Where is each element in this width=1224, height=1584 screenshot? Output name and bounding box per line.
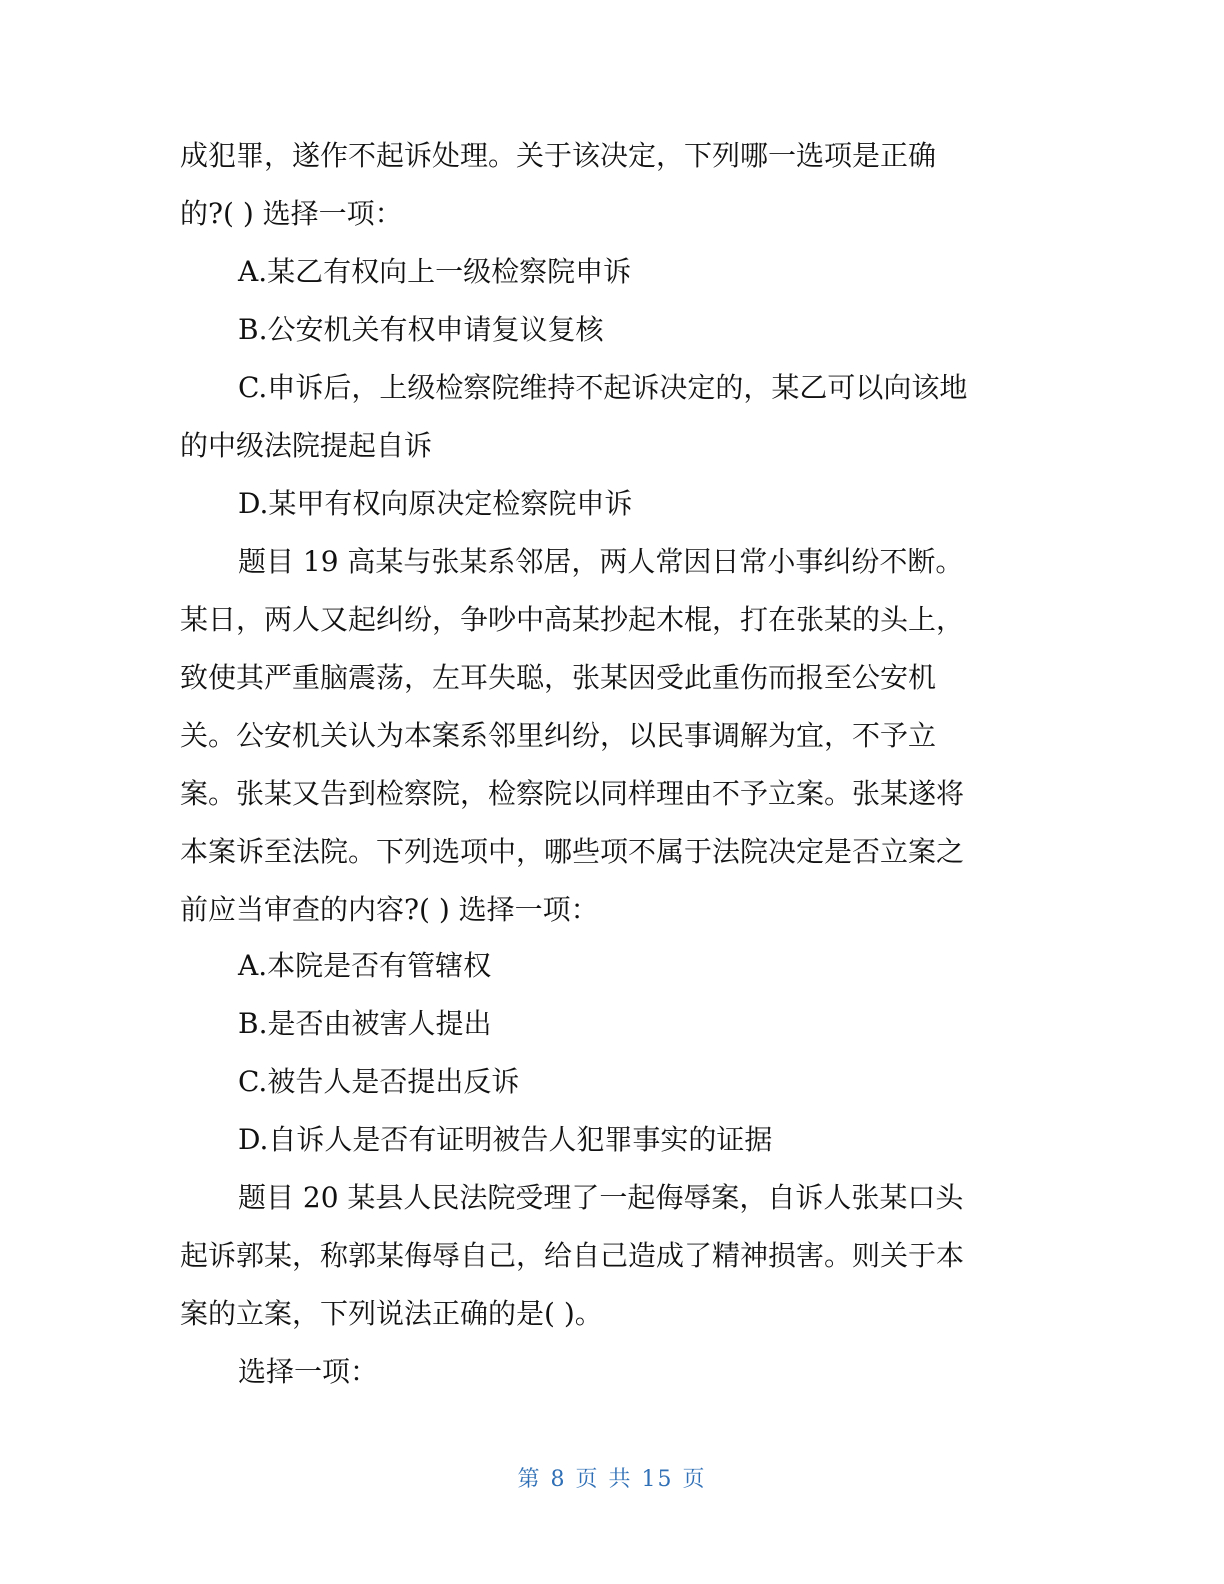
question-20-text-line-2: 起诉郭某，称郭某侮辱自己，给自己造成了精神损害。则关于本 xyxy=(180,1239,965,1272)
question-19-text-line-7: 前应当审查的内容?( ) 选择一项： xyxy=(180,893,599,926)
question-19-text-line-2: 某日，两人又起纠纷，争吵中高某抄起木棍，打在张某的头上， xyxy=(180,603,965,636)
page-number-footer: 第 8 页 共 15 页 xyxy=(517,1467,707,1492)
question-20-text-line-1: 题目 20 某县人民法院受理了一起侮辱案，自诉人张某口头 xyxy=(238,1181,964,1214)
question-19-text-line-1: 题目 19 高某与张某系邻居，两人常因日常小事纠纷不断。 xyxy=(238,545,964,578)
question-19-option-b: B.是否由被害人提出 xyxy=(238,1007,492,1040)
question-20-choose-one: 选择一项： xyxy=(238,1355,379,1388)
question-19-text-line-4: 关。公安机关认为本案系邻里纠纷，以民事调解为宜，不予立 xyxy=(180,719,937,752)
question-18-option-c-line-2: 的中级法院提起自诉 xyxy=(180,429,433,462)
question-18-text-line-2: 的?( ) 选择一项： xyxy=(180,197,403,230)
question-19-option-a: A.本院是否有管辖权 xyxy=(238,949,492,982)
question-19-option-d: D.自诉人是否有证明被告人犯罪事实的证据 xyxy=(238,1123,773,1156)
question-19-text-line-5: 案。张某又告到检察院，检察院以同样理由不予立案。张某遂将 xyxy=(180,777,965,810)
question-18-text-line-1: 成犯罪，遂作不起诉处理。关于该决定，下列哪一选项是正确 xyxy=(180,139,937,172)
question-20-text-line-3: 案的立案，下列说法正确的是( )。 xyxy=(180,1297,603,1330)
question-18-option-d: D.某甲有权向原决定检察院申诉 xyxy=(238,487,633,520)
question-18-option-c-line-1: C.申诉后，上级检察院维持不起诉决定的，某乙可以向该地 xyxy=(238,371,968,404)
question-19-text-line-3: 致使其严重脑震荡，左耳失聪，张某因受此重伤而报至公安机 xyxy=(180,661,937,694)
question-19-text-line-6: 本案诉至法院。下列选项中，哪些项不属于法院决定是否立案之 xyxy=(180,835,965,868)
question-18-option-b: B.公安机关有权申请复议复核 xyxy=(238,313,604,346)
question-19-option-c: C.被告人是否提出反诉 xyxy=(238,1065,520,1098)
question-18-option-a: A.某乙有权向上一级检察院申诉 xyxy=(238,255,632,288)
